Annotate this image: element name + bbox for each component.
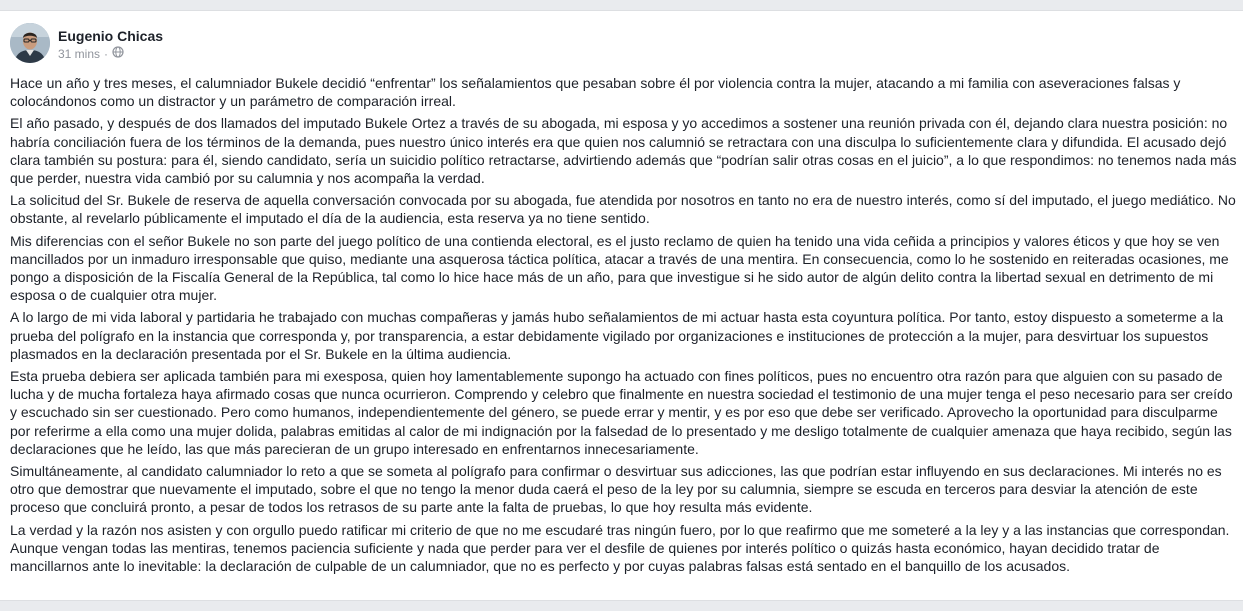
post-paragraph: Hace un año y tres meses, el calumniador Bukele decidió “enfrentar” los señalamientos que pesaban sobre él por violencia contra la mujer, atacando a mi familia con aseveraciones falsas y colocándonos como un distractor y un parámetro de comparación irreal. [10,75,1181,110]
post-paragraph: La solicitud del Sr. Bukele de reserva de aquella conversación convocada por su abogada, fue atendida por nosotros en tanto no era de nuestro interés, como sí del imputado, el juego mediático. No obstante, al revelarlo públicamente el imputado el día de la audiencia, esta reserva ya no tiene sentido. [10,192,1236,227]
author-name[interactable]: Eugenio Chicas [58,28,164,44]
post-meta [58,46,124,61]
post-paragraph: La verdad y la razón nos asisten y con orgullo puedo ratificar mi criterio de que no me escudaré tras ningún fuero, por lo que reafirmo que me someteré a la ley y a las instancias que correspondan. Aunque vengan todas las mentiras, tenemos paciencia suficiente y nada que perder para ver el desfile de quienes por interés político o quizás hasta económico, hayan decidido tratar de mancillarnos ante lo inevitable: la declaración de culpable de un calumniador, que no es perfecto y por cuyas palabras falsas está sentado en el banquillo de los acusados. [10,521,1230,575]
post-paragraph: Mis diferencias con el señor Bukele no son parte del juego político de una contienda electoral, es el justo reclamo de quien ha tenido una vida ceñida a principios y valores éticos y que hoy se ven mancillados por un inmaduro irresponsable que quiso, mediante una asquerosa táctica política, atacar a través de una mentira. En consecuencia, como lo he sostenido en reiteradas ocasiones, me pongo a disposición de la Fiscalía General de la República, tal como lo hice hace más de un año, para que investigue si he sido autor de algún delito contra la libertad sexual en detrimento de mi esposa o de cualquier otra mujer. [10,232,1229,304]
timestamp[interactable]: 31 mins [58,46,101,61]
post-body [10,74,1238,579]
meta-separator: · [104,46,109,61]
avatar[interactable] [10,23,50,63]
profile-photo-icon [10,23,50,63]
post-paragraph: Esta prueba debiera ser aplicada también para mi exesposa, quien hoy lamentablemente supongo ha actuado con fines políticos, pues no encuentro otra razón para que alguien con su pasado de lucha y de mucha fortaleza haya afirmado cosas que nunca ocurrieron. Comprendo y celebro que finalmente en nuestra sociedad el testimonio de una mujer tenga el peso necesario para ser creído y escuchado sin ser cuestionado. Pero como humanos, independientemente del género, se puede errar y mentir, y es por eso que debe ser verificado. Aprovecho la oportunidad para disculparme por referirme a ella como una mujer dolida, palabras emitidas al calor de mi indignación por la falsedad de lo presentado y me desligo totalmente de cualquier amenaza que haya recibido, según las declaraciones que he leído, las que más parecieran de un grupo interesado en enfrentarnos innecesariamente. [10,368,1233,457]
post-paragraph: A lo largo de mi vida laboral y partidaria he trabajado con muchas compañeras y jamás hubo señalamientos de mi actuar hasta esta coyuntura política. Por tanto, estoy dispuesto a someterme a la prueba del polígrafo en la instancia que corresponda y, por transparencia, a estar debidamente vigilado por organizaciones e instituciones de protección a la mujer, para desvirtuar los supuestos plasmados en la declaración presentada por el Sr. Bukele en la última audiencia. [10,309,1224,362]
facebook-post [0,10,1243,601]
post-paragraph: El año pasado, y después de dos llamados del imputado Bukele Ortez a través de su abogada, mi esposa y yo accedimos a sostener una reunión privada con él, dejando clara nuestra posición: no habría conciliación fuera de los términos de la demanda, pues nuestro único interés era que quien nos calumnió se retractara con una disculpa lo suficientemente clara y difundida. El acusado dejó clara también su postura: para él, siendo candidato, sería un suicidio político retractarse, advirtiendo además que “podrían salir otras cosas en el juicio”, a lo que respondimos: no tenemos nada más que perder, nuestra vida cambió por su calumnia y nos acompaña la verdad. [10,115,1237,187]
post-paragraph: Simultáneamente, al candidato calumniador lo reto a que se someta al polígrafo para confirmar o desvirtuar sus adicciones, las que podrían estar influyendo en sus declaraciones. Mi interés no es otro que demostrar que nuevamente el imputado, sobre el que no tengo la menor duda caerá el peso de la ley por su calumnia, siempre se escuda en terceros para desviar la atención de este proceso que concluirá pronto, a pesar de todos los retrasos de su parte ante la falta de pruebas, lo que hoy resulta más evidente. [10,463,1222,516]
globe-icon[interactable] [112,46,124,61]
